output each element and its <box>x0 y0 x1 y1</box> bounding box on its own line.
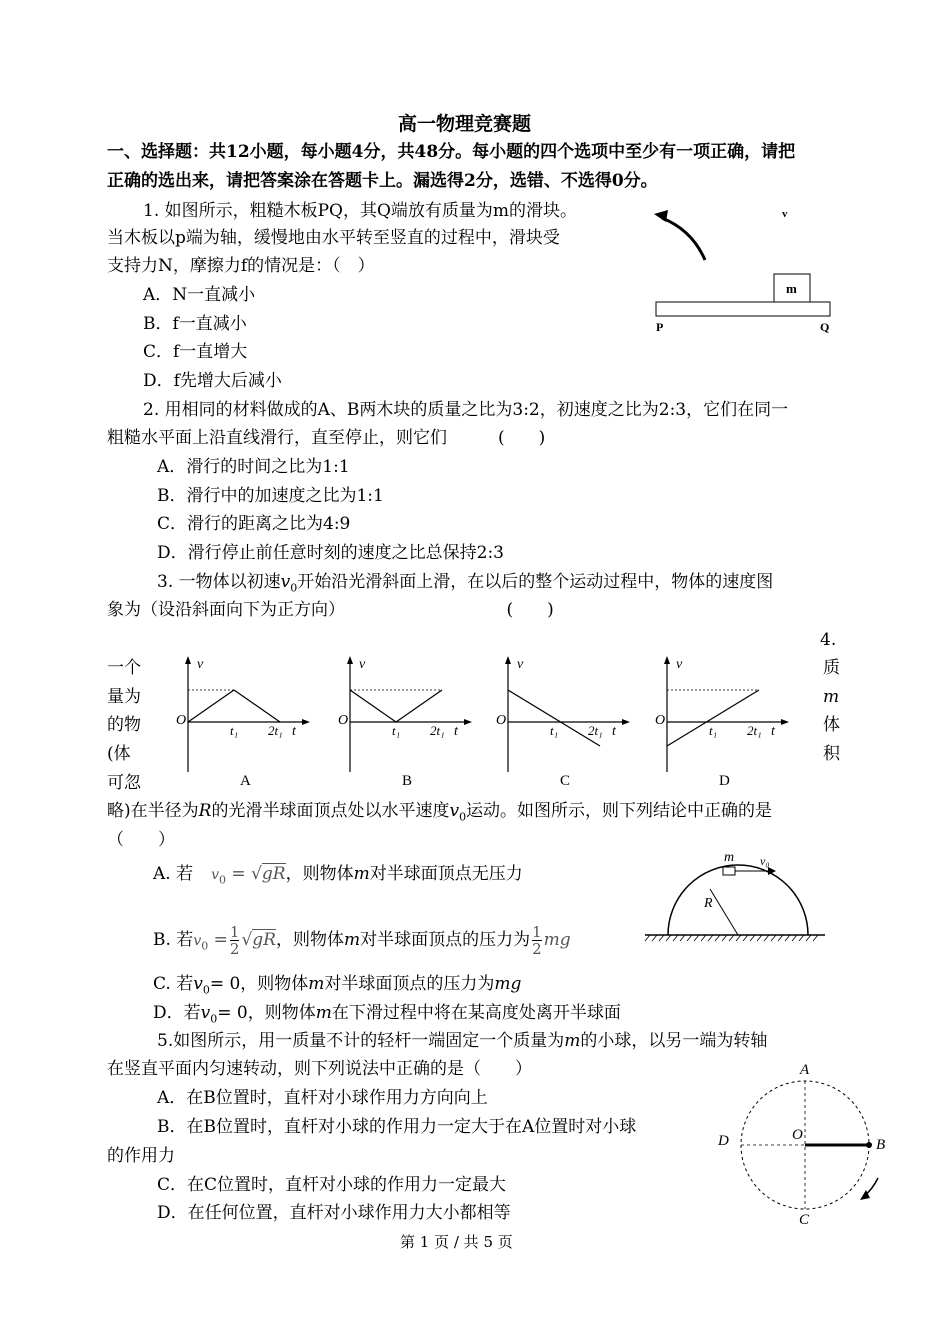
q5-option-b[interactable]: B．在B位置时，直杆对小球的作用力一定大于在A位置时对小球 <box>157 1117 637 1137</box>
graph-A-caption: A <box>240 773 251 789</box>
hatch-line <box>743 935 748 941</box>
q4-right-3: 体 <box>823 715 840 735</box>
graph-C-t-label: t <box>612 724 616 739</box>
graph-A-t-label: t <box>292 724 296 739</box>
hatch-line <box>673 935 678 941</box>
q5-option-d[interactable]: D．在任何位置，直杆对小球作用力大小都相等 <box>157 1203 511 1223</box>
hatch-line <box>757 935 762 941</box>
graph-B-o-label: O <box>338 713 349 728</box>
ground-hatch <box>645 935 818 941</box>
q5-stem-line1: 5.如图所示，用一质量不计的轻杆一端固定一个质量为m的小球，以另一端为转轴 <box>157 1031 768 1051</box>
hatch-line <box>778 935 783 941</box>
q2-option-c[interactable]: C．滑行的距离之比为4:9 <box>157 514 351 534</box>
graph-B-t1-label: t₁ <box>392 723 401 738</box>
q4-option-a[interactable]: A. 若 $v_0 = √gR$，则物体m对半球面顶点无压力 <box>153 864 523 887</box>
fig-b-label: B <box>876 1137 886 1153</box>
rotation-arrow <box>662 218 705 260</box>
section-heading: 一、选择题：共12小题，每小题4分，共48分。每小题的四个选项中至少有一项正确，请把 <box>107 142 796 162</box>
q1-stem-line2: 当木板以p端为轴，缓慢地由水平转至竖直的过程中，滑块受 <box>107 228 560 248</box>
graph-D-caption: D <box>719 773 730 789</box>
q4-right-2: m <box>823 687 840 707</box>
q2-option-d[interactable]: D．滑行停止前任意时刻的速度之比总保持2:3 <box>157 543 504 563</box>
q4-figure <box>640 845 830 945</box>
graph-D-t1-label: t₁ <box>709 723 718 738</box>
q4-number: 4. <box>820 630 837 650</box>
hatch-line <box>722 935 727 941</box>
hatch-line <box>813 935 818 941</box>
q1-option-a[interactable]: A．N一直减小 <box>143 285 256 305</box>
graph-A-v-label: v <box>197 657 204 672</box>
graph-A-t1-label: t₁ <box>230 723 239 738</box>
fig-c-label: C <box>799 1212 810 1228</box>
hatch-line <box>645 935 650 941</box>
q1-stem-line3: 支持力N，摩擦力f的情况是：（ ） <box>107 256 375 276</box>
hatch-line <box>785 935 790 941</box>
q4-right-4: 积 <box>823 744 840 764</box>
hatch-line <box>764 935 769 941</box>
graph-B-v-label: v <box>359 657 366 672</box>
graph-D-v-arrow <box>664 656 670 664</box>
block-m <box>723 867 735 875</box>
hemisphere <box>668 865 808 935</box>
hatch-line <box>715 935 720 941</box>
q4-left-1: 一个 <box>107 658 141 678</box>
q5-option-b-cont: 的作用力 <box>107 1146 175 1166</box>
q2-stem-line1: 2. 用相同的材料做成的A、B两木块的质量之比为3:2，初速度之比为2:3，它们在同一 <box>143 400 789 420</box>
graph-B-line-down <box>350 690 396 722</box>
graph-D-t2-label: 2t₁ <box>747 723 762 738</box>
graph-A-line-up <box>188 690 234 722</box>
ball <box>866 1142 872 1148</box>
fig-p-label: P <box>656 320 664 334</box>
fig-v-label: v <box>782 208 788 220</box>
graph-C-caption: C <box>560 773 571 789</box>
graph-D-v-label: v <box>676 657 683 672</box>
q4-left-2: 量为 <box>107 687 141 707</box>
hatch-line <box>806 935 811 941</box>
graph-B-t-arrow <box>464 719 472 725</box>
graph-B-t-label: t <box>454 724 458 739</box>
graph-B-t2-label: 2t₁ <box>430 723 445 738</box>
hatch-line <box>799 935 804 941</box>
fig-v0-label: v₀ <box>760 854 770 868</box>
graph-D-o-label: O <box>655 713 666 728</box>
q4-stem: 略)在半径为R的光滑半球面顶点处以水平速度$v_0$运动。如图所示，则下列结论中正确的是 <box>107 801 773 824</box>
fig-m-label: m <box>724 850 735 865</box>
hatch-line <box>701 935 706 941</box>
q3-stem-line2: 象为（设沿斜面向下为正方向） ( ) <box>107 600 554 620</box>
q3-graphs <box>0 650 950 800</box>
hatch-line <box>792 935 797 941</box>
hatch-line <box>771 935 776 941</box>
hatch-line <box>652 935 657 941</box>
graph-A-t2-label: 2t₁ <box>268 723 283 738</box>
hatch-line <box>687 935 692 941</box>
q5-figure <box>710 1058 900 1230</box>
section-heading-line2: 正确的选出来，请把答案涂在答题卡上。漏选得2分，选错、不选得0分。 <box>107 171 658 191</box>
q2-option-b[interactable]: B．滑行中的加速度之比为1:1 <box>157 486 384 506</box>
graph-A-line-down <box>234 690 280 722</box>
q1-option-b[interactable]: B．f一直减小 <box>143 314 247 334</box>
fig-o-label: O <box>792 1127 803 1143</box>
hatch-line <box>694 935 699 941</box>
hatch-line <box>659 935 664 941</box>
q4-right-1: 质 <box>823 658 840 678</box>
graph-A-t-arrow <box>302 719 310 725</box>
q4-option-c[interactable]: C. 若$v_0= 0$，则物体m对半球面顶点的压力为mg <box>153 974 522 997</box>
q3-stem-line1: 3. 一物体以初速$v_0$开始沿光滑斜面上滑，在以后的整个运动过程中，物体的速度图 <box>157 572 774 595</box>
q4-option-b[interactable]: B. 若$v_0$ = $\frac{1}{2}$ √gR，则物体m对半球面顶点的压力为 $\frac{1}{2}$ mg <box>153 923 571 958</box>
q2-stem-line2: 粗糙水平面上沿直线滑行，直至停止，则它们 ( ) <box>107 428 546 448</box>
page-title: 高一物理竞赛题 <box>398 113 532 135</box>
q4-left-4: (体 <box>107 744 131 764</box>
q5-stem-line2: 在竖直平面内匀速转动，则下列说法中正确的是（ ） <box>107 1059 532 1079</box>
q4-option-d[interactable]: D．若$v_0= 0$，则物体m在下滑过程中将在某高度处离开半球面 <box>153 1003 621 1026</box>
page-footer: 第 1 页 / 共 5 页 <box>400 1233 513 1251</box>
fig-r-label: R <box>704 896 713 911</box>
q1-figure <box>650 200 840 340</box>
hatch-line <box>666 935 671 941</box>
graph-A-v-arrow <box>185 656 191 664</box>
graph-B-v-arrow <box>347 656 353 664</box>
hatch-line <box>680 935 685 941</box>
graph-C-o-label: O <box>496 713 507 728</box>
graph-D-t-arrow <box>781 719 789 725</box>
graph-C-t1-label: t₁ <box>550 723 559 738</box>
arrow-head <box>654 210 668 222</box>
graph-B-line-up <box>396 690 442 722</box>
graph-A-o-label: O <box>176 713 187 728</box>
graph-C-t-arrow <box>622 719 630 725</box>
q4-left-3: 的物 <box>107 715 141 735</box>
graph-C-t2-label: 2t₁ <box>588 723 603 738</box>
q5-option-c[interactable]: C．在C位置时，直杆对小球的作用力一定最大 <box>157 1175 507 1195</box>
graph-C-v-arrow <box>505 656 511 664</box>
q1-stem-line1: 1. 如图所示，粗糙木板PQ，其Q端放有质量为m的滑块。 <box>143 201 578 221</box>
hatch-line <box>708 935 713 941</box>
q1-option-c[interactable]: C．f一直增大 <box>143 342 248 362</box>
radius-line <box>710 889 738 935</box>
q4-left-5: 可忽 <box>107 773 141 793</box>
fig-a-label: A <box>800 1062 810 1078</box>
board-pq <box>656 302 830 316</box>
hatch-line <box>750 935 755 941</box>
fig-q-label: Q <box>820 320 830 334</box>
fig-d-label: D <box>718 1133 729 1149</box>
graph-B-caption: B <box>402 773 413 789</box>
fig-m-label: m <box>786 281 797 296</box>
q2-option-a[interactable]: A．滑行的时间之比为1:1 <box>157 457 350 477</box>
q4-paren: （ ） <box>107 830 175 850</box>
hatch-line <box>729 935 734 941</box>
graph-D-t-label: t <box>771 724 775 739</box>
graph-C-v-label: v <box>517 657 524 672</box>
q1-option-d[interactable]: D．f先增大后减小 <box>143 371 282 391</box>
hatch-line <box>736 935 741 941</box>
q5-option-a[interactable]: A．在B位置时，直杆对小球作用力方向向上 <box>157 1088 488 1108</box>
